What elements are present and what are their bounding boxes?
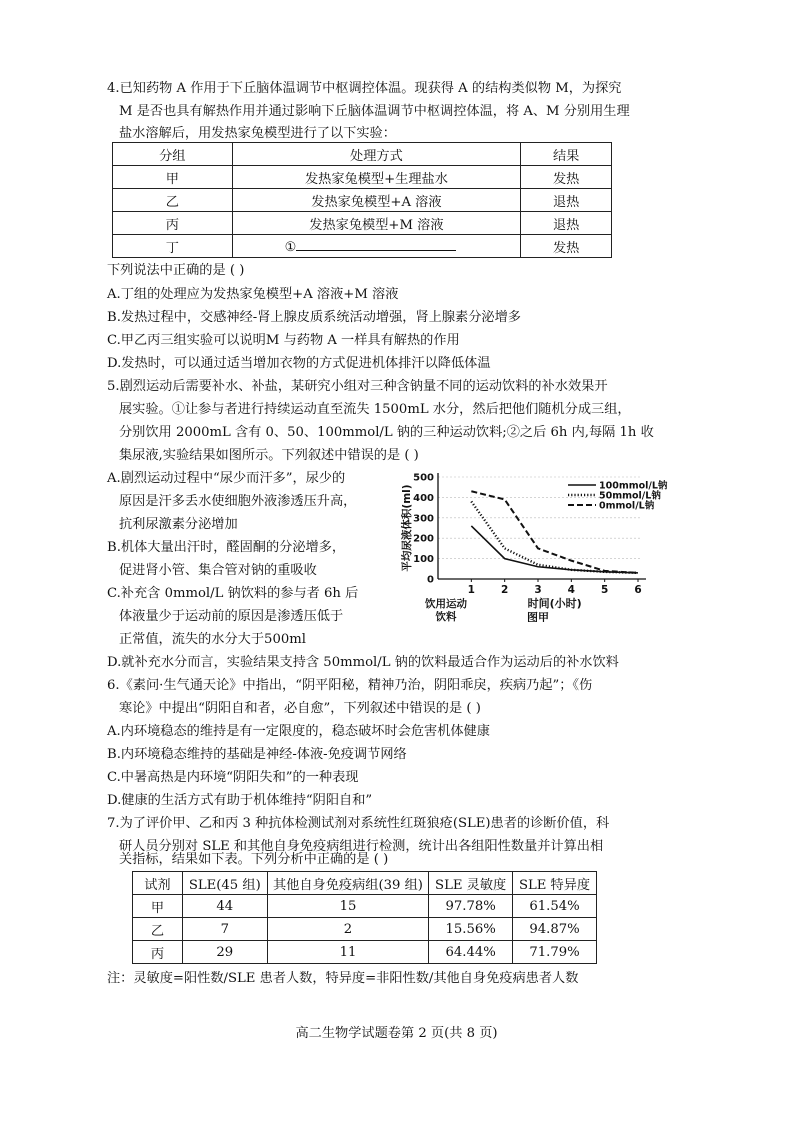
q6-option-b: B.内环境稳态维持的基础是神经-体液-免疫调节网络	[107, 747, 407, 762]
chart-y-tick-label: 400	[413, 492, 434, 504]
table-cell-treatment: 发热家兔模型+A 溶液	[232, 189, 521, 212]
table-cell: 15.56%	[429, 918, 513, 941]
table-cell: 甲	[133, 895, 183, 918]
q5-option-a-line-3: 抗利尿激素分泌增加	[119, 517, 238, 532]
table-cell-treatment: 发热家兔模型+生理盐水	[232, 166, 521, 189]
table-header-row	[133, 872, 597, 895]
urine-volume-chart	[396, 462, 678, 622]
chart-x-axis-label: 时间(小时)	[527, 597, 582, 610]
table-cell-result: 退热	[521, 212, 612, 235]
table-header-cell: SLE(45 组)	[182, 872, 267, 895]
chart-y-axis-label: 平均尿液体积(ml)	[401, 484, 413, 572]
chart-x-origin-label-line-2: 饮料	[435, 611, 457, 622]
chart-x-tick-label: 3	[534, 584, 542, 596]
q6-option-d: D.健康的生活方式有助于机体维持“阴阳自和”	[107, 793, 373, 808]
chart-y-tick-label: 200	[413, 533, 434, 545]
chart-y-tick-label: 100	[413, 554, 434, 566]
chart-x-origin-label-line-1: 饮用运动	[425, 598, 467, 610]
chart-legend-label: 100mmol/L钠	[599, 480, 668, 492]
chart-x-tick-label: 1	[467, 584, 475, 596]
q6-stem-line-1: 6.《素问·生气通天论》中指出，“阴平阳秘，精神乃治，阴阳乖戾，疾病乃起”；《伤	[107, 678, 593, 693]
q5-option-a-line-2: 原因是汗多丢水使细胞外液渗透压升高，	[119, 494, 357, 509]
q7-stem-line-2: 研人员分别对 SLE 和其他自身免疫病组进行检测，统计出各组阳性数量并计算出相	[119, 839, 604, 854]
q5-stem-line-4: 集尿液,实验结果如图所示。下列叙述中错误的是 ( )	[119, 448, 419, 463]
chart-x-tick-label: 2	[501, 584, 509, 596]
q4-prompt: 下列说法中正确的是 ( )	[107, 263, 245, 278]
table-cell: 29	[182, 941, 267, 964]
q5-stem-line-2: 展实验。①让参与者进行持续运动直至流失 1500mL 水分，然后把他们随机分成三组，	[119, 402, 631, 417]
table-header-cell: 分组	[113, 143, 233, 166]
table-header-cell: 其他自身免疫病组(39 组)	[267, 872, 428, 895]
q5-option-c-line-2: 体液量少于运动前的原因是渗透压低于	[119, 609, 344, 624]
table-header-cell: SLE 特异度	[513, 872, 597, 895]
chart-y-tick-label: 300	[413, 513, 434, 525]
table-row	[113, 212, 612, 235]
table-cell: 64.44%	[429, 941, 513, 964]
chart-legend-label: 50mmol/L钠	[599, 490, 661, 502]
table-cell: 61.54%	[513, 895, 597, 918]
table-cell-group: 甲	[113, 166, 233, 189]
table-header-cell: SLE 灵敏度	[429, 872, 513, 895]
table-header-cell: 试剂	[133, 872, 183, 895]
q4-stem-line-3: 盐水溶解后，用发热家兔模型进行了以下实验：	[119, 126, 396, 141]
table-cell-result: 退热	[521, 189, 612, 212]
table-cell-group: 丁	[113, 235, 233, 258]
q4-option-b: B.发热过程中，交感神经-肾上腺皮质系统活动增强，肾上腺素分泌增多	[107, 310, 521, 325]
table-cell: 7	[182, 918, 267, 941]
table-cell-group: 丙	[113, 212, 233, 235]
table-cell: 97.78%	[429, 895, 513, 918]
table-row	[113, 235, 612, 258]
q7-results-table	[132, 871, 597, 964]
table-row	[113, 166, 612, 189]
q7-stem-line-1: 7.为了评价甲、乙和丙 3 种抗体检测试剂对系统性红斑狼疮(SLE)患者的诊断价值，科	[107, 816, 610, 831]
q7-table-note: 注：灵敏度=阳性数/SLE 患者人数，特异度=非阳性数/其他自身免疫病患者人数	[107, 971, 579, 986]
table-cell: 2	[267, 918, 428, 941]
blank-marker: ①	[284, 239, 297, 255]
table-cell-result: 发热	[521, 235, 612, 258]
chart-series-line	[471, 501, 638, 572]
q4-option-d: D.发热时，可以通过适当增加衣物的方式促进机体排汗以降低体温	[107, 356, 491, 371]
q6-option-c: C.中暑高热是内环境“阴阳失和”的一种表现	[107, 770, 359, 785]
q7-stem-line-3: 关指标，结果如下表。下列分析中正确的是 ( )	[119, 852, 389, 867]
page-footer: 高二生物学试题卷第 2 页(共 8 页)	[295, 1026, 498, 1041]
q5-option-b-line-1: B.机体大量出汗时，醛固酮的分泌增多，	[107, 540, 346, 555]
q5-option-c-line-3: 正常值，流失的水分大于500ml	[119, 632, 306, 647]
chart-legend-label: 0mmol/L钠	[599, 500, 655, 512]
q5-option-b-line-2: 促进肾小管、集合管对钠的重吸收	[119, 563, 317, 578]
chart-x-tick-label: 6	[634, 584, 642, 596]
table-cell-treatment	[232, 235, 521, 258]
q4-stem-line-1: 4.已知药物 A 作用于下丘脑体温调节中枢调控体温。现获得 A 的结构类似物 M，为探究	[107, 81, 622, 96]
chart-x-tick-label: 5	[601, 584, 609, 596]
q4-option-a: A.丁组的处理应为发热家兔模型+A 溶液+M 溶液	[107, 287, 399, 302]
chart-x-tick-label: 4	[567, 584, 575, 596]
chart-series-line	[471, 526, 638, 573]
chart-y-tick-label: 0	[427, 574, 434, 586]
table-row	[133, 941, 597, 964]
table-row	[133, 895, 597, 918]
q5-option-d: D.就补充水分而言，实验结果支持含 50mmol/L 钠的饮料最适合作为运动后的补水饮料	[107, 655, 619, 670]
table-cell: 11	[267, 941, 428, 964]
q5-option-c-line-1: C.补充含 0mmol/L 钠饮料的参与者 6h 后	[107, 586, 359, 601]
table-cell-treatment: 发热家兔模型+M 溶液	[232, 212, 521, 235]
table-row	[133, 918, 597, 941]
table-cell-group: 乙	[113, 189, 233, 212]
q5-stem-line-1: 5.剧烈运动后需要补水、补盐，某研究小组对三种含钠量不同的运动饮料的补水效果开	[107, 379, 608, 394]
table-cell: 94.87%	[513, 918, 597, 941]
table-cell: 乙	[133, 918, 183, 941]
q4-option-c: C.甲乙丙三组实验可以说明M 与药物 A 一样具有解热的作用	[107, 333, 460, 348]
table-cell: 丙	[133, 941, 183, 964]
q6-option-a: A.内环境稳态的维持是有一定限度的，稳态破坏时会危害机体健康	[107, 724, 490, 739]
table-header-cell: 处理方式	[232, 143, 521, 166]
table-cell: 15	[267, 895, 428, 918]
table-header-cell: 结果	[521, 143, 612, 166]
table-cell: 44	[182, 895, 267, 918]
q6-stem-line-2: 寒论》中提出“阴阳自和者，必自愈”，下列叙述中错误的是 ( )	[119, 701, 481, 716]
q4-experiment-table	[112, 142, 612, 258]
table-row	[113, 189, 612, 212]
q5-option-a-line-1: A.剧烈运动过程中“尿少而汗多”，尿少的	[107, 471, 346, 486]
answer-blank-line	[296, 238, 456, 251]
table-header-row	[113, 143, 612, 166]
chart-y-tick-label: 500	[413, 472, 434, 484]
q5-stem-line-3: 分别饮用 2000mL 含有 0、50、100mmol/L 钠的三种运动饮料;②之后 6h 内,每隔 1h 收	[119, 425, 654, 440]
chart-title: 图甲	[527, 611, 549, 622]
q4-stem-line-2: M 是否也具有解热作用并通过影响下丘脑体温调节中枢调控体温，将 A、M 分别用生理	[119, 104, 630, 119]
table-cell-result: 发热	[521, 166, 612, 189]
table-cell: 71.79%	[513, 941, 597, 964]
